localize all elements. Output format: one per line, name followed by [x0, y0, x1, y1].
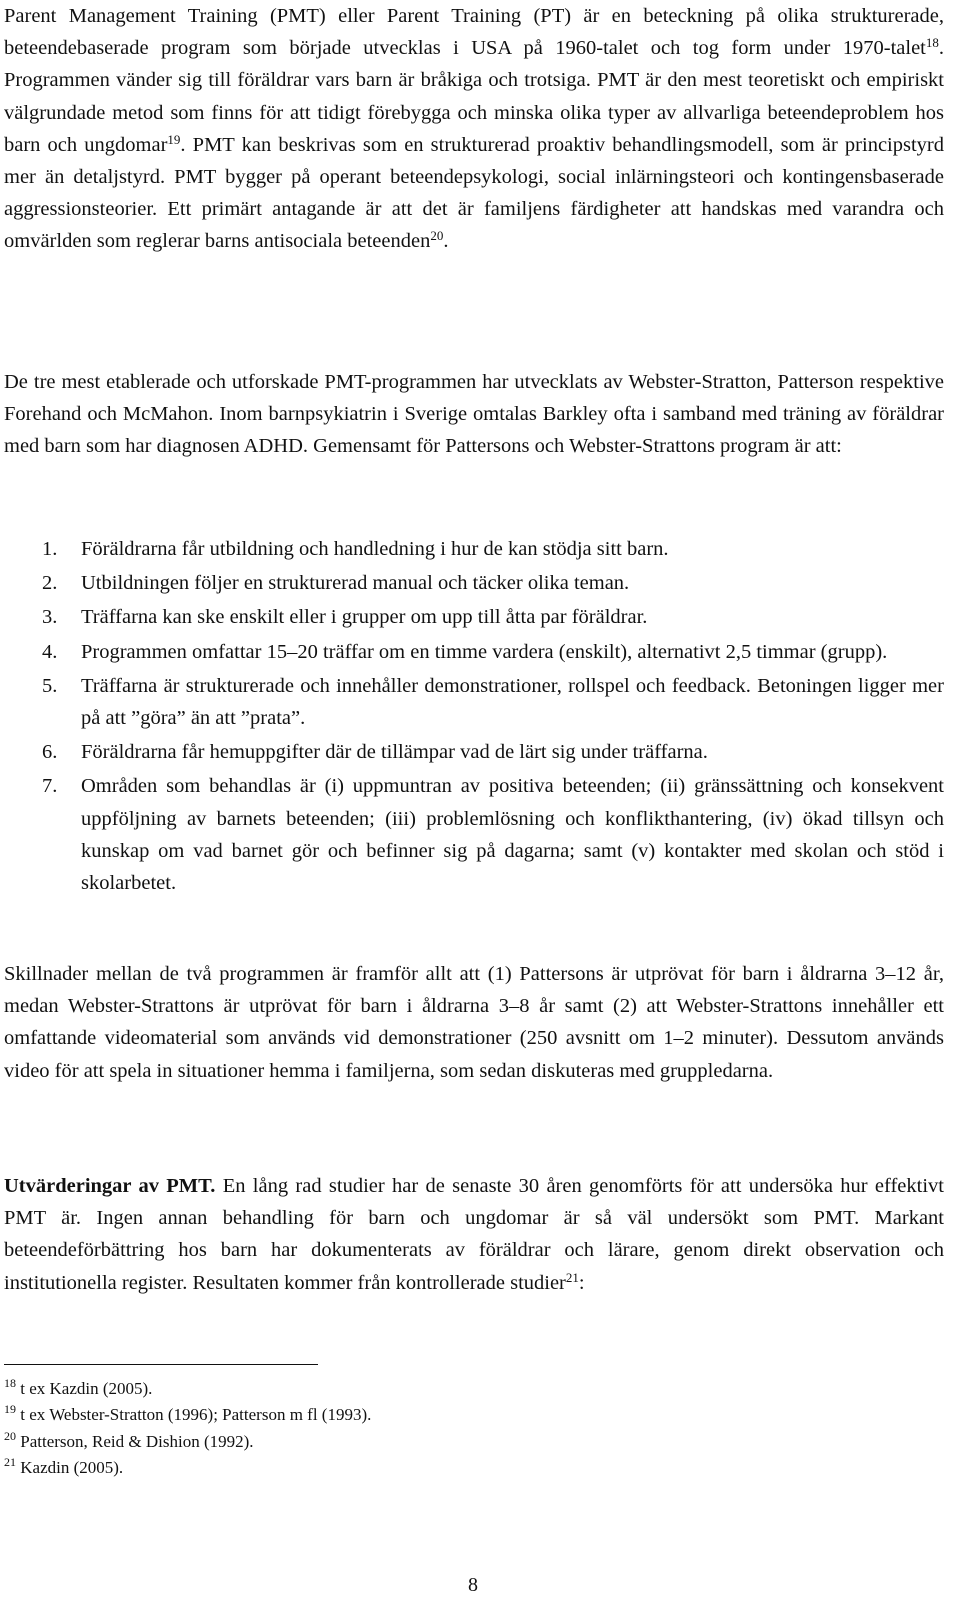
evaluation-end: :: [578, 1271, 585, 1294]
list-item-text: Träffarna är strukturerade och innehåller demonstrationer, rollspel och feedback. Betoningen ligger mer på att ”göra” än att ”prata”.: [81, 674, 944, 730]
footnote-text: Patterson, Reid & Dishion (1992).: [16, 1431, 254, 1451]
list-item: [4, 736, 944, 768]
list-item-text: Föräldrarna får utbildning och handledning i hur de kan stödja sitt barn.: [81, 538, 669, 560]
list-item-number: 5.: [42, 674, 58, 697]
footnote-ref-20[interactable]: 20: [430, 228, 444, 244]
program-features-list: [4, 533, 944, 901]
evaluation-text: En lång rad studier har de senaste 30 åren genomförts för att undersöka hur effektivt PMT är. Ingen annan behandling för barn och ungdomar är så väl undersökt som PMT. Markant beteendeförbättring hos barn har dokumenterats av föräldrar och lärare, genom direkt observation och institutionella register. Resultaten kommer från kontrollerade studier: [4, 1175, 944, 1294]
footnote-20: [4, 1429, 944, 1455]
footnote-18: [4, 1376, 944, 1402]
footnote-text: t ex Kazdin (2005).: [16, 1379, 153, 1398]
list-item: [4, 533, 944, 565]
footnote-ref-21[interactable]: 21: [565, 1269, 579, 1285]
footnote-number: 18: [4, 1375, 16, 1390]
footnote-21: [4, 1455, 944, 1481]
list-item: [4, 567, 944, 599]
footnote-text: Kazdin (2005).: [16, 1457, 124, 1477]
list-item: [4, 670, 944, 734]
footnote-ref-19[interactable]: 19: [167, 131, 181, 147]
programs-paragraph: De tre mest etablerade och utforskade PMT-programmen har utvecklats av Webster-Stratton, Patterson respektive Forehand och McMahon. Inom barnpsykiatrin i Sverige omtalas Barkley ofta i samband med träning av föräldrar med barn som har diagnosen ADHD. Gemensamt för Pattersons och Webster-Strattons program är att:: [4, 371, 944, 458]
list-item: [4, 636, 944, 668]
footnote-ref-18[interactable]: 18: [925, 35, 939, 51]
page-number: 8: [468, 1574, 478, 1596]
list-item-number: 7.: [42, 775, 58, 798]
list-item-text: Träffarna kan ske enskilt eller i grupper om upp till åtta par föräldrar.: [81, 606, 648, 629]
list-item-text: Föräldrarna får hemuppgifter där de tillämpar vad de lärt sig under träffarna.: [81, 741, 708, 764]
list-item-number: 6.: [42, 741, 58, 764]
footnote-text: t ex Webster-Stratton (1996); Patterson m fl (1993).: [16, 1405, 372, 1425]
intro-text-4: .: [443, 230, 449, 253]
list-item-text: Programmen omfattar 15–20 träffar om en timme vardera (enskilt), alternativt 2,5 timmar (grupp).: [81, 640, 888, 663]
intro-text-3: . PMT kan beskrivas som en strukturerad proaktiv behandlingsmodell, som är principstyrd mer än detaljstyrd. PMT bygger på operant beteendepsykologi, social inlärningsteori och kontingensbaserade aggressionsteorier. Ett primärt antagande är att det är familjens färdigheter att handskas med varandra och omvärlden som reglerar barns antisociala beteenden: [4, 133, 944, 253]
differences-paragraph: Skillnader mellan de två programmen är framför allt att (1) Pattersons är utprövat för barn i åldrarna 3–12 år, medan Webster-Strattons är utprövat för barn i åldrarna 3–8 år samt (2) att Webster-Strattons innehåller ett omfattande videomaterial som används vid demonstrationer (250 avsnitt om 1–2 minuter). Dessutom används video för att spela in situationer hemma i familjerna, som sedan diskuteras med gruppledarna.: [4, 963, 944, 1082]
list-item-number: 1.: [42, 538, 58, 560]
footnote-number: 20: [4, 1428, 16, 1443]
footnote-19: [4, 1402, 944, 1428]
list-item: [4, 601, 944, 633]
list-item-number: 2.: [42, 572, 58, 595]
intro-text-1: Parent Management Training (PMT) eller Parent Training (PT) är en beteckning på olika strukturerade, beteendebaserade program som började utvecklas i USA på 1960-talet och tog form under 1970-talet: [4, 5, 944, 60]
evaluation-paragraph: [4, 1170, 944, 1299]
intro-text-2: . Programmen vänder sig till föräldrar vars barn är bråkiga och trotsiga. PMT är den mest teoretiskt och empiriskt välgrundade metod som finns för att tidigt förebygga och minska olika typer av allvarliga beteendeproblem hos barn och ungdomar: [4, 37, 944, 156]
footnote-number: 19: [4, 1402, 16, 1417]
footnote-number: 21: [4, 1454, 16, 1469]
evaluation-heading: Utvärderingar av PMT.: [4, 1175, 216, 1197]
footnote-divider: [4, 1364, 318, 1365]
list-item: [4, 770, 944, 899]
intro-paragraph: [4, 0, 944, 258]
list-item-text: Utbildningen följer en strukturerad manual och täcker olika teman.: [81, 572, 630, 595]
list-item-number: 4.: [42, 640, 58, 663]
list-item-text: Områden som behandlas är (i) uppmuntran av positiva beteenden; (ii) gränssättning och konsekvent uppföljning av barnets beteenden; (iii) problemlösning och konflikthantering, (iv) ökad tillsyn och kunskap om vad barnet gör och befinner sig på dagarna; samt (v) kontakter med skolan och stöd i skolarbetet.: [81, 775, 944, 895]
list-item-number: 3.: [42, 606, 58, 629]
footnotes: [4, 1376, 944, 1481]
